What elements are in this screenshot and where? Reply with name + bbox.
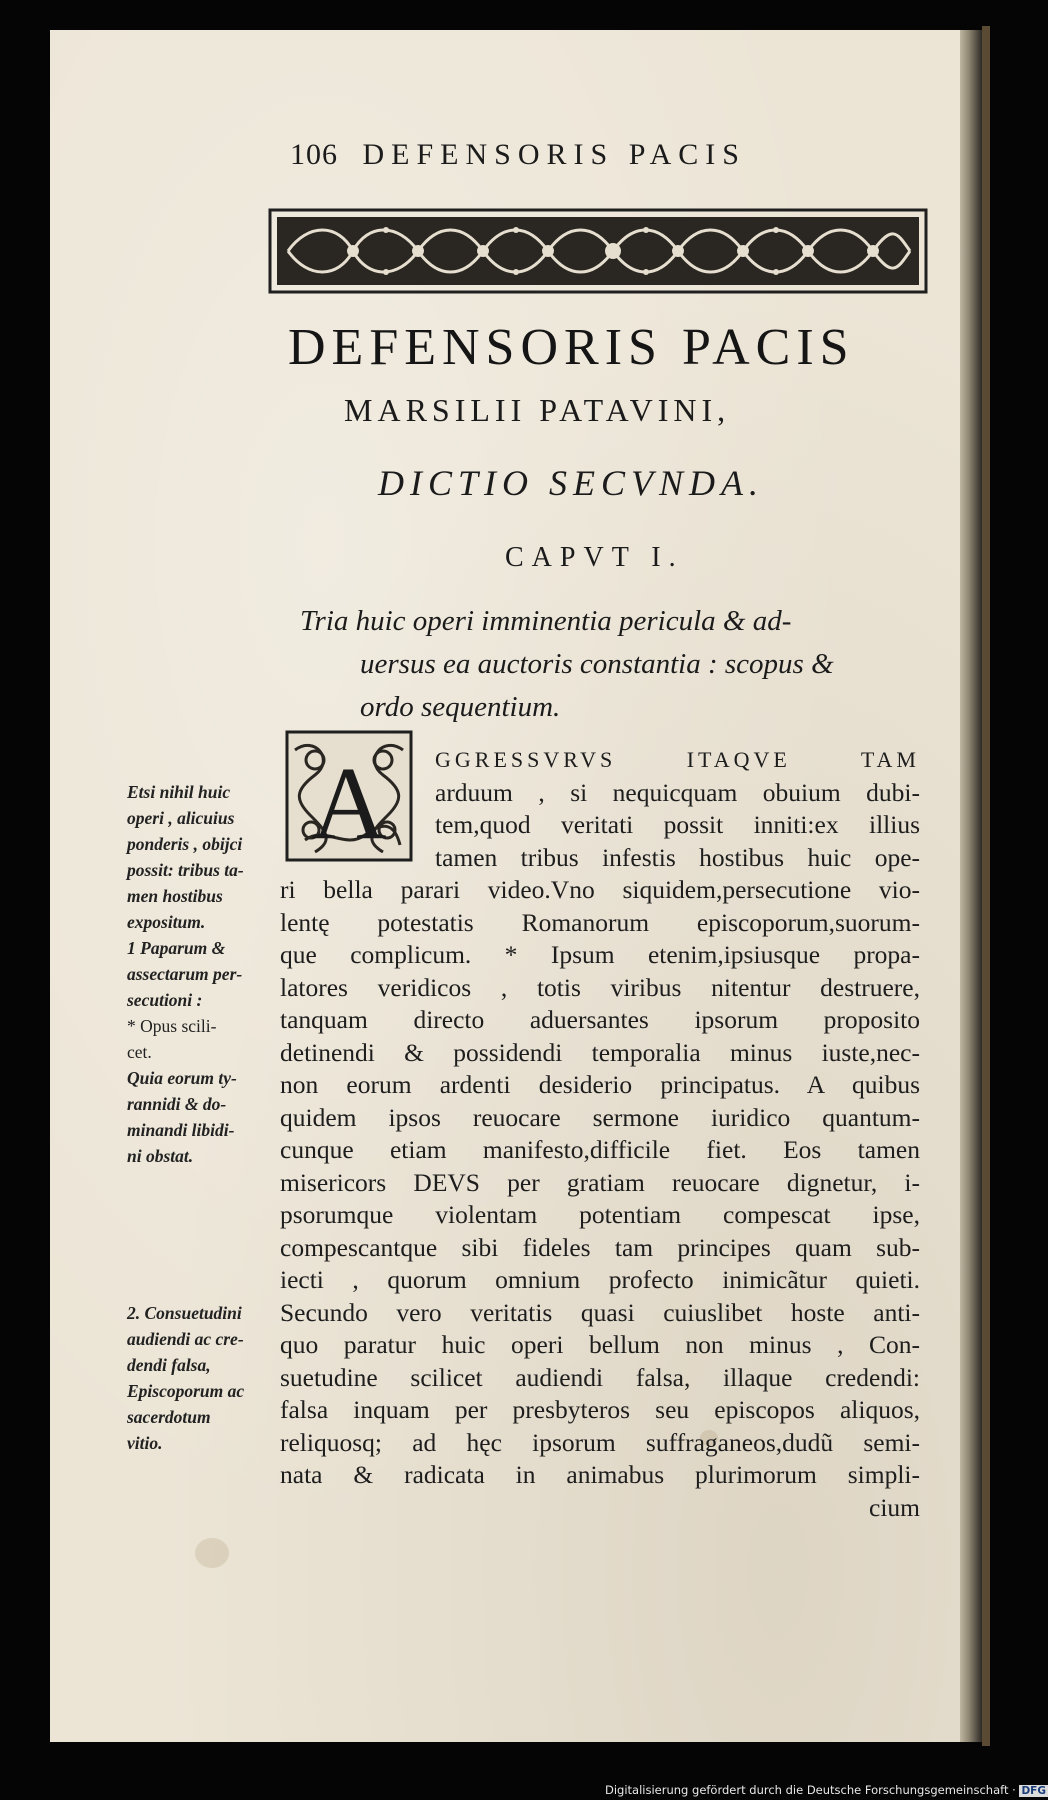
text-line: falsa inquam per presbyteros seu episcopos aliquos, (280, 1395, 920, 1424)
summary-line: ordo sequentium. (360, 691, 561, 723)
dfg-logo: DFG (1021, 1785, 1046, 1797)
margin-line: vitio. (127, 1433, 163, 1453)
margin-line: ni obstat. (127, 1146, 194, 1166)
text-line: lentę potestatis Romanorum episcoporum,suorum- (280, 907, 920, 937)
running-title: DEFENSORIS PACIS (362, 138, 746, 171)
marginal-note-2 (127, 1300, 277, 1456)
running-head (290, 138, 890, 172)
margin-line: ponderis , obijci (127, 834, 243, 854)
margin-line: possit: tribus ta- (127, 860, 244, 880)
text-line: tamen tribus infestis hostibus huic ope- (435, 842, 920, 872)
chapter-heading: CAPVT I. (505, 542, 684, 573)
margin-line: audiendi ac cre- (127, 1329, 244, 1349)
title-line-2: MARSILII PATAVINI, (344, 392, 731, 428)
margin-line: Quia eorum ty- (127, 1068, 237, 1088)
margin-line: sacerdotum (127, 1407, 211, 1427)
margin-line: 2. Consuetudini (127, 1303, 242, 1323)
footer-text: Digitalisierung gefördert durch die Deutsche Forschungsgemeinschaft · (605, 1783, 1016, 1797)
body-text (280, 744, 920, 1524)
page-number: 106 (290, 138, 338, 171)
title-line-1: DEFENSORIS PACIS (288, 319, 855, 376)
text-line: psorumque violentam potentiam compescat ipse, (280, 1200, 920, 1229)
margin-line: operi , alicuius (127, 808, 235, 828)
margin-line: * Opus scili- (127, 1016, 217, 1036)
text-line: detinendi & possidendi temporalia minus iuste,nec- (280, 1037, 920, 1067)
text-line: ri bella parari video.Vno siquidem,persecutione vio- (280, 875, 920, 904)
text-line: tem,quod veritati possit inniti:ex illius (435, 810, 920, 839)
title-line-3: DICTIO SECVNDA. (378, 463, 764, 503)
text-line: latores veridicos , totis viribus nitentur destruere, (280, 972, 920, 1002)
summary-line: Tria huic operi imminentia pericula & ad- (300, 605, 792, 637)
paper-stain (195, 1538, 229, 1568)
margin-line: dendi falsa, (127, 1355, 211, 1375)
text-line: iecti , quorum omnium profecto inimicãtur quieti. (280, 1265, 920, 1294)
margin-line: assectarum per- (127, 964, 243, 984)
margin-line: Etsi nihil huic (127, 782, 231, 802)
text-line: misericors DEVS per gratiam reuocare dignetur, i- (280, 1167, 920, 1197)
margin-line: rannidi & do- (127, 1094, 227, 1114)
digitization-footer (605, 1783, 1046, 1800)
margin-line: Episcoporum ac (127, 1381, 245, 1401)
margin-line: men hostibus (127, 886, 223, 906)
text-line: Secundo vero veritatis quasi cuiuslibet hoste anti- (280, 1297, 920, 1327)
ornamental-headpiece (268, 208, 928, 294)
text-line: reliquosq; ad hęc ipsorum suffraganeos,dudũ semi- (280, 1427, 920, 1457)
catchword: cium (869, 1492, 920, 1522)
margin-line: 1 Paparum & (127, 938, 226, 958)
text-line: quo paratur huic operi bellum non minus , Con- (280, 1330, 920, 1359)
margin-line: cet. (127, 1042, 152, 1062)
text-line: tanquam directo aduersantes ipsorum proposito (280, 1005, 920, 1034)
chapter-summary (300, 600, 900, 729)
margin-line: secutioni : (127, 990, 203, 1010)
page-edge (960, 30, 982, 1742)
text-line: nata & radicata in animabus plurimorum simpli- (280, 1460, 920, 1489)
text-line: GGRESSVRVS ITAQVE TAM (435, 747, 920, 772)
marginal-note-1 (127, 779, 277, 1169)
text-line: que complicum. * Ipsum etenim,ipsiusque propa- (280, 940, 920, 969)
drop-cap-letter: A (311, 746, 387, 861)
binding-edge (982, 26, 990, 1746)
margin-line: expositum. (127, 912, 206, 932)
summary-line: uersus ea auctoris constantia : scopus & (360, 648, 834, 680)
text-line: arduum , si nequicquam obuium dubi- (435, 777, 920, 807)
text-line: compescantque sibi fideles tam principes quam sub- (280, 1232, 920, 1262)
text-line: suetudine scilicet audiendi falsa, illaque credendi: (280, 1362, 920, 1392)
text-line: non eorum ardenti desiderio principatus. A quibus (280, 1070, 920, 1099)
text-line: cunque etiam manifesto,difficile fiet. Eos tamen (280, 1135, 920, 1164)
text-line: quidem ipsos reuocare sermone iuridico quantum- (280, 1102, 920, 1132)
margin-line: minandi libidi- (127, 1120, 235, 1140)
